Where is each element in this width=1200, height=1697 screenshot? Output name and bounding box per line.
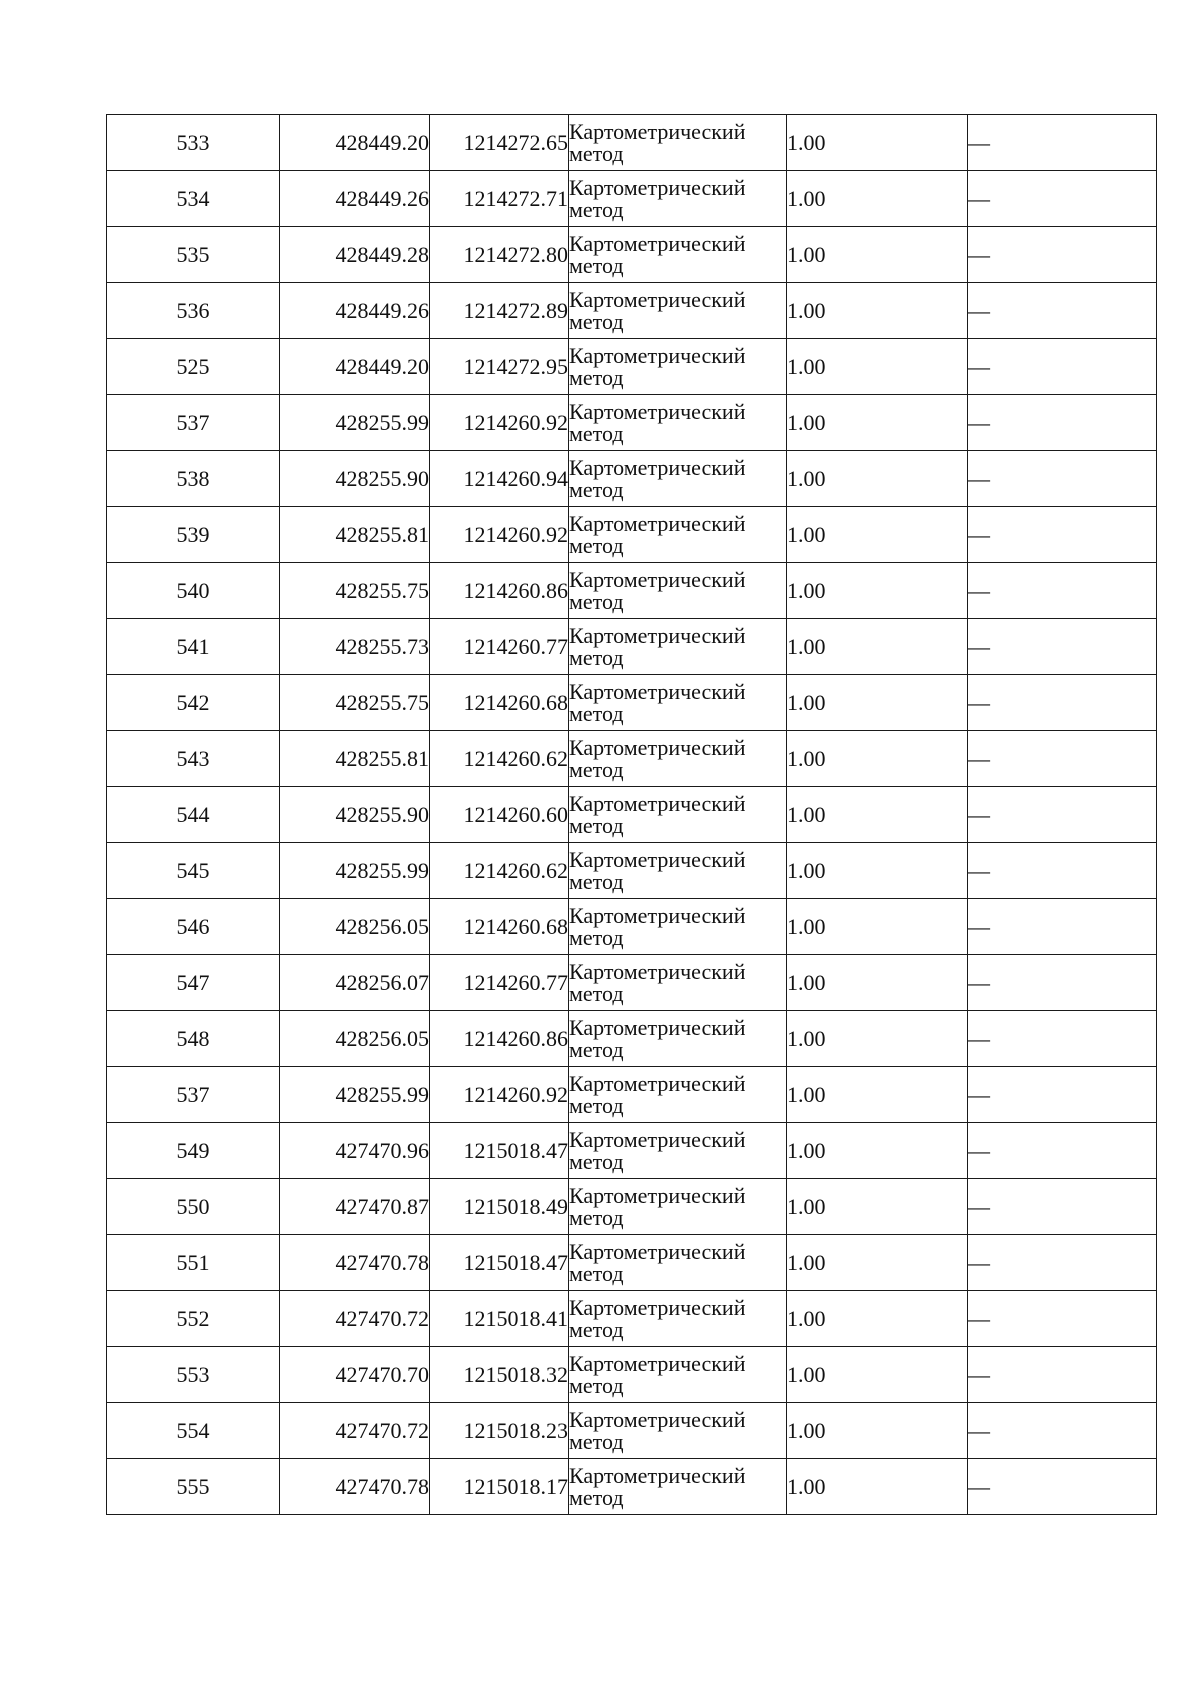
x-coordinate-cell: 428255.75 xyxy=(280,675,430,731)
table-row xyxy=(107,1067,1157,1123)
method-text-line1: Картометрический xyxy=(569,958,746,984)
method-cell xyxy=(569,899,787,955)
method-cell xyxy=(569,115,787,171)
method-text-line2: метод xyxy=(569,1428,624,1454)
point-number-cell: 534 xyxy=(107,171,280,227)
point-number-cell: 540 xyxy=(107,563,280,619)
point-number-cell: 535 xyxy=(107,227,280,283)
table-row xyxy=(107,955,1157,1011)
method-text-line1: Картометрический xyxy=(569,118,746,144)
table-row xyxy=(107,1235,1157,1291)
point-number-cell: 550 xyxy=(107,1179,280,1235)
point-number-cell: 536 xyxy=(107,283,280,339)
table-row xyxy=(107,619,1157,675)
table-row xyxy=(107,171,1157,227)
accuracy-cell: 1.00 xyxy=(787,507,968,563)
method-text-line2: метод xyxy=(569,756,624,782)
accuracy-cell: 1.00 xyxy=(787,1235,968,1291)
accuracy-cell: 1.00 xyxy=(787,1347,968,1403)
method-text-line1: Картометрический xyxy=(569,342,746,368)
y-coordinate-cell: 1214260.86 xyxy=(430,1011,569,1067)
y-coordinate-cell: 1214272.71 xyxy=(430,171,569,227)
table-row xyxy=(107,227,1157,283)
accuracy-cell: 1.00 xyxy=(787,787,968,843)
method-cell xyxy=(569,1067,787,1123)
description-cell: — xyxy=(968,451,1157,507)
description-cell: — xyxy=(968,1011,1157,1067)
description-cell: — xyxy=(968,843,1157,899)
y-coordinate-cell: 1214272.95 xyxy=(430,339,569,395)
method-text-line2: метод xyxy=(569,812,624,838)
table-row xyxy=(107,1347,1157,1403)
point-number-cell: 525 xyxy=(107,339,280,395)
method-text-line1: Картометрический xyxy=(569,1462,746,1488)
accuracy-cell: 1.00 xyxy=(787,451,968,507)
table-row xyxy=(107,1011,1157,1067)
accuracy-cell: 1.00 xyxy=(787,619,968,675)
x-coordinate-cell: 428256.05 xyxy=(280,899,430,955)
method-text-line1: Картометрический xyxy=(569,846,746,872)
y-coordinate-cell: 1214260.60 xyxy=(430,787,569,843)
method-text-line2: метод xyxy=(569,1092,624,1118)
x-coordinate-cell: 428255.75 xyxy=(280,563,430,619)
method-text-line1: Картометрический xyxy=(569,790,746,816)
table-row xyxy=(107,115,1157,171)
point-number-cell: 555 xyxy=(107,1459,280,1515)
method-text-line2: метод xyxy=(569,644,624,670)
point-number-cell: 543 xyxy=(107,731,280,787)
y-coordinate-cell: 1215018.47 xyxy=(430,1235,569,1291)
accuracy-cell: 1.00 xyxy=(787,731,968,787)
description-cell: — xyxy=(968,395,1157,451)
method-text-line2: метод xyxy=(569,252,624,278)
method-text-line2: метод xyxy=(569,532,624,558)
x-coordinate-cell: 428255.90 xyxy=(280,451,430,507)
method-cell xyxy=(569,339,787,395)
x-coordinate-cell: 428449.28 xyxy=(280,227,430,283)
table-row xyxy=(107,563,1157,619)
method-cell xyxy=(569,619,787,675)
accuracy-cell: 1.00 xyxy=(787,1123,968,1179)
table-row xyxy=(107,1403,1157,1459)
x-coordinate-cell: 428255.81 xyxy=(280,731,430,787)
method-text-line2: метод xyxy=(569,924,624,950)
method-cell xyxy=(569,395,787,451)
method-text-line1: Картометрический xyxy=(569,1350,746,1376)
x-coordinate-cell: 427470.72 xyxy=(280,1403,430,1459)
table-row xyxy=(107,1179,1157,1235)
point-number-cell: 547 xyxy=(107,955,280,1011)
method-text-line1: Картометрический xyxy=(569,286,746,312)
point-number-cell: 533 xyxy=(107,115,280,171)
x-coordinate-cell: 428255.73 xyxy=(280,619,430,675)
y-coordinate-cell: 1215018.23 xyxy=(430,1403,569,1459)
y-coordinate-cell: 1215018.17 xyxy=(430,1459,569,1515)
y-coordinate-cell: 1214260.92 xyxy=(430,507,569,563)
method-text-line2: метод xyxy=(569,700,624,726)
x-coordinate-cell: 428255.99 xyxy=(280,395,430,451)
method-text-line2: метод xyxy=(569,308,624,334)
method-text-line1: Картометрический xyxy=(569,230,746,256)
point-number-cell: 551 xyxy=(107,1235,280,1291)
description-cell: — xyxy=(968,1067,1157,1123)
method-text-line1: Картометрический xyxy=(569,1238,746,1264)
accuracy-cell: 1.00 xyxy=(787,1067,968,1123)
method-text-line1: Картометрический xyxy=(569,454,746,480)
description-cell: — xyxy=(968,171,1157,227)
description-cell: — xyxy=(968,507,1157,563)
y-coordinate-cell: 1214260.62 xyxy=(430,731,569,787)
method-text-line1: Картометрический xyxy=(569,1070,746,1096)
method-cell xyxy=(569,171,787,227)
method-cell xyxy=(569,1403,787,1459)
description-cell: — xyxy=(968,899,1157,955)
accuracy-cell: 1.00 xyxy=(787,339,968,395)
x-coordinate-cell: 428255.99 xyxy=(280,843,430,899)
method-text-line1: Картометрический xyxy=(569,566,746,592)
description-cell: — xyxy=(968,115,1157,171)
accuracy-cell: 1.00 xyxy=(787,283,968,339)
y-coordinate-cell: 1214260.86 xyxy=(430,563,569,619)
method-text-line1: Картометрический xyxy=(569,510,746,536)
accuracy-cell: 1.00 xyxy=(787,675,968,731)
accuracy-cell: 1.00 xyxy=(787,899,968,955)
description-cell: — xyxy=(968,1235,1157,1291)
method-cell xyxy=(569,955,787,1011)
method-text-line2: метод xyxy=(569,1204,624,1230)
description-cell: — xyxy=(968,731,1157,787)
description-cell: — xyxy=(968,619,1157,675)
method-text-line2: метод xyxy=(569,364,624,390)
method-cell xyxy=(569,283,787,339)
x-coordinate-cell: 427470.87 xyxy=(280,1179,430,1235)
y-coordinate-cell: 1214260.94 xyxy=(430,451,569,507)
method-text-line2: метод xyxy=(569,1484,624,1510)
table-body xyxy=(107,115,1157,1515)
table-row xyxy=(107,395,1157,451)
method-text-line1: Картометрический xyxy=(569,174,746,200)
accuracy-cell: 1.00 xyxy=(787,1291,968,1347)
method-cell xyxy=(569,1459,787,1515)
method-text-line1: Картометрический xyxy=(569,622,746,648)
y-coordinate-cell: 1215018.49 xyxy=(430,1179,569,1235)
method-text-line2: метод xyxy=(569,476,624,502)
x-coordinate-cell: 428449.26 xyxy=(280,171,430,227)
point-number-cell: 552 xyxy=(107,1291,280,1347)
x-coordinate-cell: 428255.99 xyxy=(280,1067,430,1123)
y-coordinate-cell: 1214260.77 xyxy=(430,619,569,675)
method-cell xyxy=(569,227,787,283)
method-cell xyxy=(569,1235,787,1291)
point-number-cell: 544 xyxy=(107,787,280,843)
description-cell: — xyxy=(968,1459,1157,1515)
point-number-cell: 545 xyxy=(107,843,280,899)
description-cell: — xyxy=(968,563,1157,619)
y-coordinate-cell: 1214272.65 xyxy=(430,115,569,171)
method-text-line2: метод xyxy=(569,980,624,1006)
y-coordinate-cell: 1214272.80 xyxy=(430,227,569,283)
coordinates-table xyxy=(106,114,1157,1515)
description-cell: — xyxy=(968,1123,1157,1179)
method-text-line2: метод xyxy=(569,1148,624,1174)
method-cell xyxy=(569,1291,787,1347)
method-text-line2: метод xyxy=(569,1260,624,1286)
y-coordinate-cell: 1215018.41 xyxy=(430,1291,569,1347)
x-coordinate-cell: 427470.96 xyxy=(280,1123,430,1179)
method-text-line1: Картометрический xyxy=(569,734,746,760)
y-coordinate-cell: 1214260.68 xyxy=(430,675,569,731)
method-text-line2: метод xyxy=(569,868,624,894)
x-coordinate-cell: 428449.26 xyxy=(280,283,430,339)
table-row xyxy=(107,283,1157,339)
method-text-line1: Картометрический xyxy=(569,398,746,424)
point-number-cell: 538 xyxy=(107,451,280,507)
table-row xyxy=(107,899,1157,955)
x-coordinate-cell: 428255.90 xyxy=(280,787,430,843)
table-row xyxy=(107,339,1157,395)
description-cell: — xyxy=(968,675,1157,731)
point-number-cell: 542 xyxy=(107,675,280,731)
method-text-line2: метод xyxy=(569,140,624,166)
method-text-line2: метод xyxy=(569,1316,624,1342)
description-cell: — xyxy=(968,339,1157,395)
method-text-line1: Картометрический xyxy=(569,1406,746,1432)
accuracy-cell: 1.00 xyxy=(787,227,968,283)
description-cell: — xyxy=(968,955,1157,1011)
y-coordinate-cell: 1214260.77 xyxy=(430,955,569,1011)
method-text-line1: Картометрический xyxy=(569,678,746,704)
method-cell xyxy=(569,787,787,843)
table-row xyxy=(107,1123,1157,1179)
accuracy-cell: 1.00 xyxy=(787,955,968,1011)
y-coordinate-cell: 1214260.92 xyxy=(430,1067,569,1123)
x-coordinate-cell: 427470.78 xyxy=(280,1459,430,1515)
method-text-line2: метод xyxy=(569,196,624,222)
accuracy-cell: 1.00 xyxy=(787,563,968,619)
y-coordinate-cell: 1214260.62 xyxy=(430,843,569,899)
x-coordinate-cell: 428256.05 xyxy=(280,1011,430,1067)
table-row xyxy=(107,675,1157,731)
point-number-cell: 548 xyxy=(107,1011,280,1067)
method-cell xyxy=(569,507,787,563)
accuracy-cell: 1.00 xyxy=(787,171,968,227)
description-cell: — xyxy=(968,227,1157,283)
x-coordinate-cell: 427470.70 xyxy=(280,1347,430,1403)
point-number-cell: 546 xyxy=(107,899,280,955)
accuracy-cell: 1.00 xyxy=(787,115,968,171)
description-cell: — xyxy=(968,1179,1157,1235)
method-text-line1: Картометрический xyxy=(569,902,746,928)
method-text-line2: метод xyxy=(569,420,624,446)
method-cell xyxy=(569,451,787,507)
accuracy-cell: 1.00 xyxy=(787,1403,968,1459)
point-number-cell: 541 xyxy=(107,619,280,675)
x-coordinate-cell: 428449.20 xyxy=(280,115,430,171)
y-coordinate-cell: 1215018.32 xyxy=(430,1347,569,1403)
table-row xyxy=(107,787,1157,843)
description-cell: — xyxy=(968,1403,1157,1459)
point-number-cell: 539 xyxy=(107,507,280,563)
description-cell: — xyxy=(968,283,1157,339)
method-cell xyxy=(569,1179,787,1235)
x-coordinate-cell: 427470.78 xyxy=(280,1235,430,1291)
method-cell xyxy=(569,731,787,787)
y-coordinate-cell: 1214260.92 xyxy=(430,395,569,451)
table-row xyxy=(107,451,1157,507)
method-text-line2: метод xyxy=(569,588,624,614)
accuracy-cell: 1.00 xyxy=(787,843,968,899)
accuracy-cell: 1.00 xyxy=(787,395,968,451)
table-row xyxy=(107,731,1157,787)
method-text-line1: Картометрический xyxy=(569,1182,746,1208)
method-cell xyxy=(569,1347,787,1403)
x-coordinate-cell: 427470.72 xyxy=(280,1291,430,1347)
method-cell xyxy=(569,563,787,619)
method-text-line1: Картометрический xyxy=(569,1126,746,1152)
method-cell xyxy=(569,675,787,731)
point-number-cell: 554 xyxy=(107,1403,280,1459)
description-cell: — xyxy=(968,1291,1157,1347)
x-coordinate-cell: 428256.07 xyxy=(280,955,430,1011)
table-row xyxy=(107,507,1157,563)
accuracy-cell: 1.00 xyxy=(787,1179,968,1235)
table-row xyxy=(107,843,1157,899)
x-coordinate-cell: 428255.81 xyxy=(280,507,430,563)
y-coordinate-cell: 1215018.47 xyxy=(430,1123,569,1179)
table-row xyxy=(107,1291,1157,1347)
y-coordinate-cell: 1214272.89 xyxy=(430,283,569,339)
method-text-line2: метод xyxy=(569,1372,624,1398)
method-cell xyxy=(569,843,787,899)
y-coordinate-cell: 1214260.68 xyxy=(430,899,569,955)
x-coordinate-cell: 428449.20 xyxy=(280,339,430,395)
point-number-cell: 537 xyxy=(107,395,280,451)
method-cell xyxy=(569,1011,787,1067)
method-text-line2: метод xyxy=(569,1036,624,1062)
method-text-line1: Картометрический xyxy=(569,1014,746,1040)
table-row xyxy=(107,1459,1157,1515)
point-number-cell: 549 xyxy=(107,1123,280,1179)
method-text-line1: Картометрический xyxy=(569,1294,746,1320)
description-cell: — xyxy=(968,787,1157,843)
point-number-cell: 553 xyxy=(107,1347,280,1403)
accuracy-cell: 1.00 xyxy=(787,1011,968,1067)
description-cell: — xyxy=(968,1347,1157,1403)
accuracy-cell: 1.00 xyxy=(787,1459,968,1515)
point-number-cell: 537 xyxy=(107,1067,280,1123)
method-cell xyxy=(569,1123,787,1179)
